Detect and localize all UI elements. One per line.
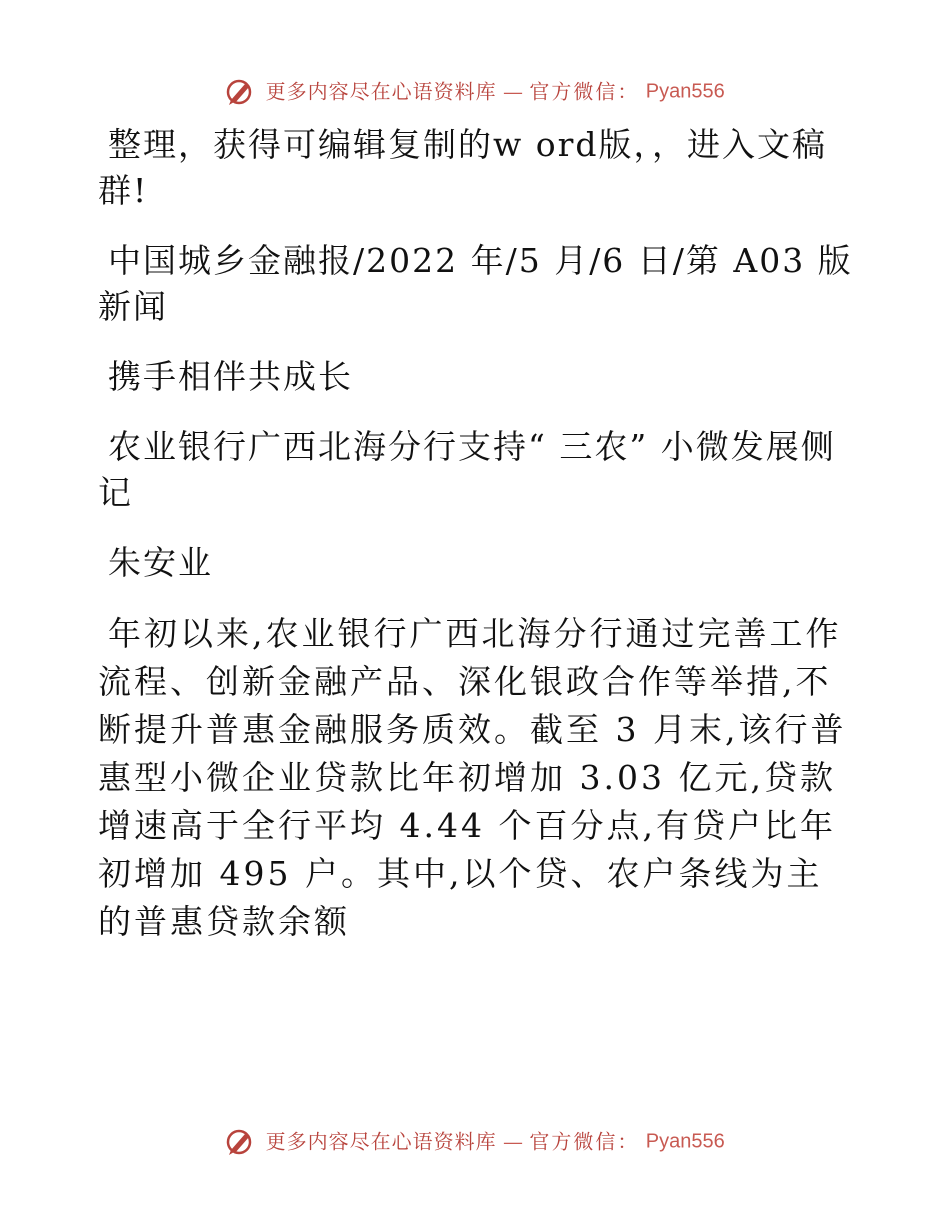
pen-logo-icon (225, 78, 255, 106)
header-watermark (0, 76, 950, 106)
watermark-dash: — (503, 1129, 524, 1154)
source-line: 中国城乡金融报/2022 年/5 月/6 日/第 A03 版新闻 (98, 241, 853, 326)
pen-logo-icon (225, 1128, 255, 1156)
article-subheadline: 农业银行广西北海分行支持“ 三农” 小微发展侧记 (98, 427, 836, 512)
watermark-wechat-id: Pyan556 (645, 80, 725, 103)
watermark-brand: 更多内容尽在心语资料库 (265, 79, 497, 104)
footer-watermark (0, 1126, 950, 1156)
watermark-brand: 更多内容尽在心语资料库 (265, 1129, 497, 1154)
intro-text: 整理，获得可编辑复制的w ord版，，进入文稿群! (98, 125, 828, 210)
article-body: 年初以来,农业银行广西北海分行通过完善工作流程、创新金融产品、深化银政合作等举措,不断提升普惠金融服务质效。截至 3 月末,该行普惠型小微企业贷款比年初增加 3.03 亿元,贷款增速高于全行平均 4.44 个百分点,有贷户比年初增加 495 户。其中,以个贷、农户条线为主的普惠贷款余额 (98, 614, 847, 941)
article-headline: 携手相伴共成长 (108, 357, 353, 396)
watermark-wechat-id: Pyan556 (645, 1130, 725, 1153)
document-body (98, 122, 858, 970)
watermark-label: 官方微信： (529, 79, 640, 104)
watermark-label: 官方微信： (529, 1129, 640, 1154)
article-author: 朱安业 (108, 543, 213, 582)
watermark-dash: — (503, 79, 524, 104)
